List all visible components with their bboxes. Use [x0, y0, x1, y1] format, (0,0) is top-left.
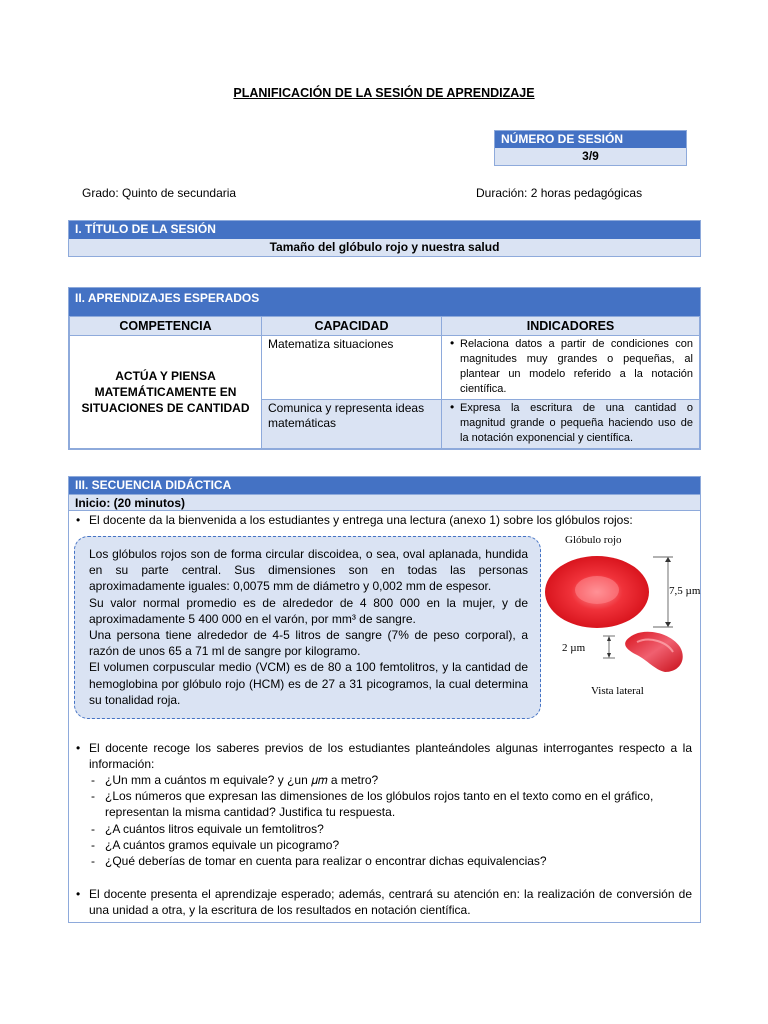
red-blood-cell-drawing [545, 532, 695, 707]
expected-learning-section [68, 287, 701, 450]
reading-paragraph: Su valor normal promedio es de alrededor de 4 800 000 en la mujer, y de aproximadamente 5 400 000 en el varón, por mm³ de sangre. [89, 595, 528, 626]
indicator-cell [442, 336, 700, 400]
capacity-cell: Matematiza situaciones [262, 336, 442, 400]
didactic-sequence-section [68, 476, 701, 923]
list-item: - ¿Qué deberías de tomar en cuenta para realizar o encontrar dichas equivalencias? [69, 853, 700, 869]
list-item: - ¿A cuántos gramos equivale un picogramo? [69, 837, 700, 853]
cell-side-view [625, 632, 683, 672]
capacity-cell: Comunica y representa ideas matemáticas [262, 400, 442, 449]
list-item: - ¿Un mm a cuántos m equivale? y ¿un 𝜇𝑚 a metro? [69, 772, 700, 788]
thickness-label: 2 µm [562, 642, 586, 654]
column-header-indicadores: INDICADORES [442, 317, 700, 336]
session-number-box [494, 130, 687, 166]
expected-learning-bullet: • El docente presenta el aprendizaje esperado; además, centrará su atención en: la realización de conversión de una unidad a otra, y la escritura de los resultados en notación científica. [69, 886, 700, 918]
indicator-cell [442, 400, 700, 449]
start-phase-label: Inicio: (20 minutos) [69, 494, 700, 511]
session-title: Tamaño del glóbulo rojo y nuestra salud [69, 239, 700, 256]
list-item: - ¿Los números que expresan las dimensiones de los glóbulos rojos tanto en el texto como en el gráfico, representan la misma cantidad? Justifica tu respuesta. [69, 788, 700, 820]
indicator-text: • Expresa la escritura de una cantidad o magnitud grande o pequeña haciendo uso de la notación exponencial y científica. [442, 400, 699, 448]
list-item: - ¿A cuántos litros equivale un femtolitros? [69, 821, 700, 837]
red-blood-cell-figure [545, 532, 701, 707]
figure-title: Glóbulo rojo [565, 534, 622, 546]
section-header: I. TÍTULO DE LA SESIÓN [69, 221, 700, 239]
indicator-text: • Relaciona datos a partir de condiciones con magnitudes muy grandes o pequeñas, al plantear un modelo referido a la notación científica. [442, 336, 699, 399]
intro-bullet: • El docente da la bienvenida a los estudiantes y entrega una lectura (anexo 1) sobre los glóbulos rojos: [69, 512, 700, 528]
session-number-value: 3/9 [495, 148, 686, 165]
section-header: III. SECUENCIA DIDÁCTICA [69, 477, 700, 494]
diameter-label: 7,5 µm [669, 585, 701, 597]
section-header: II. APRENDIZAJES ESPERADOS [69, 288, 700, 316]
document-title: PLANIFICACIÓN DE LA SESIÓN DE APRENDIZAJE [233, 86, 535, 100]
session-number-label: NÚMERO DE SESIÓN [495, 131, 686, 148]
competency-table [69, 316, 700, 449]
question-list [69, 772, 700, 869]
reading-box [74, 536, 541, 719]
duration-text: Duración: 2 horas pedagógicas [476, 186, 643, 200]
competency-cell: ACTÚA Y PIENSA MATEMÁTICAMENTE EN SITUACIONES DE CANTIDAD [70, 336, 262, 449]
column-header-capacidad: CAPACIDAD [262, 317, 442, 336]
grade-text: Grado: Quinto de secundaria [82, 186, 237, 200]
reading-paragraph: El volumen corpuscular medio (VCM) es de 80 a 100 femtolitros, y la cantidad de hemoglobina por glóbulo rojo (HCM) es de 27 a 31 picogramos, la cual determina su tonalidad roja. [89, 660, 528, 707]
reading-paragraph: Los glóbulos rojos son de forma circular discoidea, o sea, oval aplanada, hundida en su parte central. Sus dimensiones son en todas las personas aproximadamente iguales: 0,0075 mm de diámetro y 0,002 mm de espesor. [89, 547, 528, 594]
prior-knowledge-bullet: • El docente recoge los saberes previos de los estudiantes planteándoles algunas interrogantes respecto a la información: [69, 740, 700, 772]
side-view-label: Vista lateral [591, 685, 644, 697]
session-title-section [68, 220, 701, 257]
column-header-competencia: COMPETENCIA [70, 317, 262, 336]
reading-paragraph: Una persona tiene alrededor de 4-5 litros de sangre (7% de peso corporal), a razón de unos 65 a 71 ml de sangre por kilogramo. [89, 628, 528, 659]
